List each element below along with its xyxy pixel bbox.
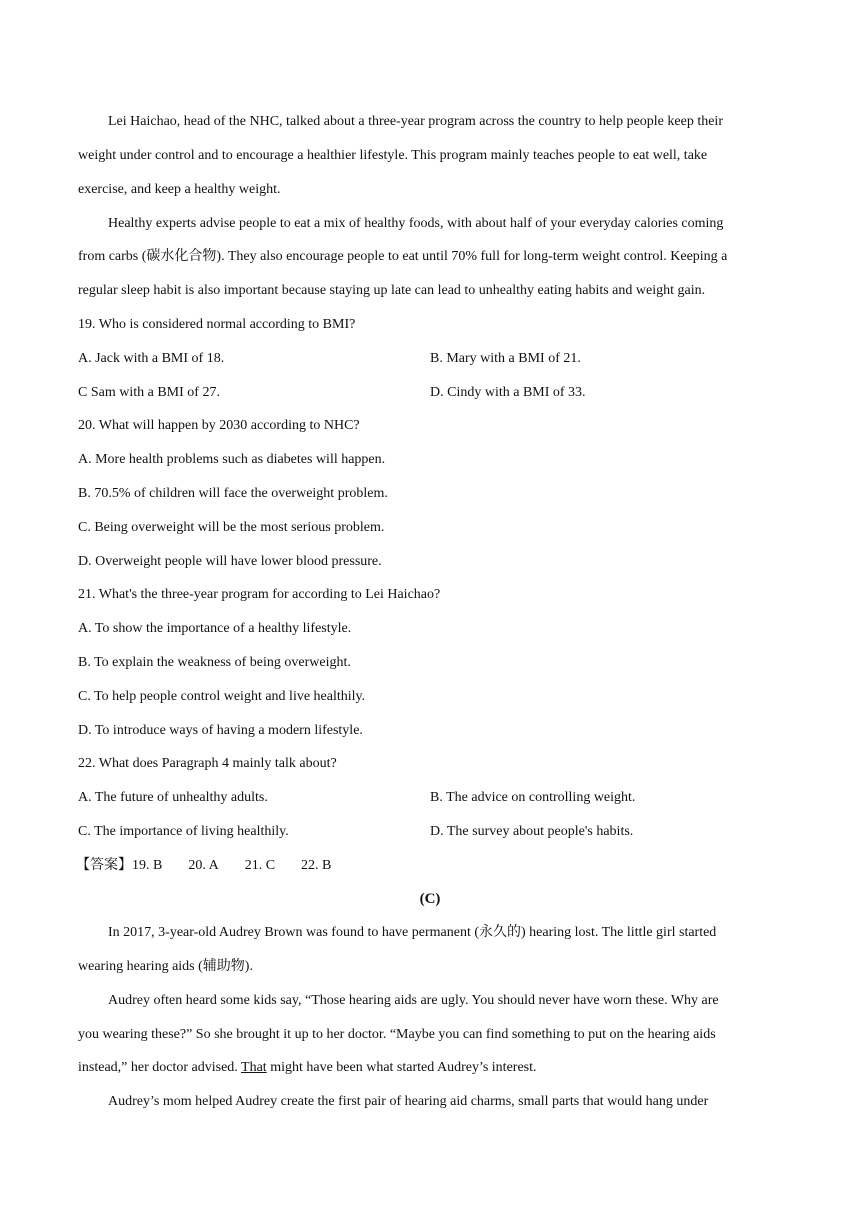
- question-19-stem: 19. Who is considered normal according to BMI?: [78, 317, 356, 332]
- section-c-paragraph-2-line-2: you wearing these?” So she brought it up to her doctor. “Maybe you can find something to put on the hearing aids: [78, 1027, 716, 1042]
- question-22-option-d: D. The survey about people's habits.: [430, 824, 634, 839]
- question-21-option-c: C. To help people control weight and live healthily.: [78, 689, 366, 704]
- paragraph-4-line-3: regular sleep habit is also important because staying up late can lead to unhealthy eating habits and weight gain.: [78, 283, 706, 298]
- paragraph-3-line-3: exercise, and keep a healthy weight.: [78, 182, 281, 197]
- question-19-option-a: A. Jack with a BMI of 18.: [78, 351, 225, 366]
- question-21-option-d: D. To introduce ways of having a modern lifestyle.: [78, 723, 363, 738]
- question-20-stem: 20. What will happen by 2030 according to NHC?: [78, 418, 360, 433]
- question-21-option-a: A. To show the importance of a healthy lifestyle.: [78, 621, 352, 636]
- section-c-heading: (C): [419, 891, 441, 907]
- answer-19: 19. B: [132, 858, 163, 873]
- question-22-option-a: A. The future of unhealthy adults.: [78, 790, 268, 805]
- question-20-option-b: B. 70.5% of children will face the overweight problem.: [78, 486, 388, 501]
- question-22-stem: 22. What does Paragraph 4 mainly talk about?: [78, 756, 337, 771]
- section-c-paragraph-2-line-1: Audrey often heard some kids say, “Those hearing aids are ugly. You should never have worn these. Why are: [108, 993, 719, 1008]
- section-c-paragraph-1-line-1: In 2017, 3-year-old Audrey Brown was found to have permanent (永久的) hearing lost. The little girl started: [108, 925, 717, 940]
- question-19-option-b: B. Mary with a BMI of 21.: [430, 351, 581, 366]
- line-text-before: instead,” her doctor advised.: [78, 1060, 242, 1075]
- answer-key: [76, 856, 357, 876]
- paragraph-4-line-2: from carbs (碳水化合物). They also encourage people to eat until 70% full for long-term weight control. Keeping a: [78, 249, 728, 264]
- question-21-option-b: B. To explain the weakness of being overweight.: [78, 655, 351, 670]
- answer-21: 21. C: [244, 858, 276, 873]
- paragraph-3-line-1: Lei Haichao, head of the NHC, talked about a three-year program across the country to help people keep their: [108, 114, 723, 129]
- answer-label: 【答案】: [76, 858, 132, 873]
- question-20-option-a: A. More health problems such as diabetes will happen.: [78, 452, 386, 467]
- question-19-option-c: C Sam with a BMI of 27.: [78, 385, 220, 400]
- question-20-option-c: C. Being overweight will be the most serious problem.: [78, 520, 385, 535]
- question-20-option-d: D. Overweight people will have lower blood pressure.: [78, 554, 382, 569]
- section-c-paragraph-2-line-3: [78, 1058, 537, 1078]
- answer-20: 20. A: [188, 858, 219, 873]
- section-c-paragraph-1-line-2: wearing hearing aids (辅助物).: [78, 959, 253, 974]
- paragraph-4-line-1: Healthy experts advise people to eat a mix of healthy foods, with about half of your everyday calories coming: [108, 216, 724, 231]
- underlined-word: That: [241, 1060, 267, 1075]
- question-19-option-d: D. Cindy with a BMI of 33.: [430, 385, 586, 400]
- section-c-paragraph-3-line-1: Audrey’s mom helped Audrey create the first pair of hearing aid charms, small parts that would hang under: [108, 1094, 709, 1109]
- question-21-stem: 21. What's the three-year program for according to Lei Haichao?: [78, 587, 441, 602]
- answer-22: 22. B: [301, 858, 332, 873]
- line-text-after: might have been what started Audrey’s interest.: [266, 1060, 537, 1075]
- question-22-option-c: C. The importance of living healthily.: [78, 824, 289, 839]
- paragraph-3-line-2: weight under control and to encourage a healthier lifestyle. This program mainly teaches people to eat well, take: [78, 148, 708, 163]
- question-22-option-b: B. The advice on controlling weight.: [430, 790, 636, 805]
